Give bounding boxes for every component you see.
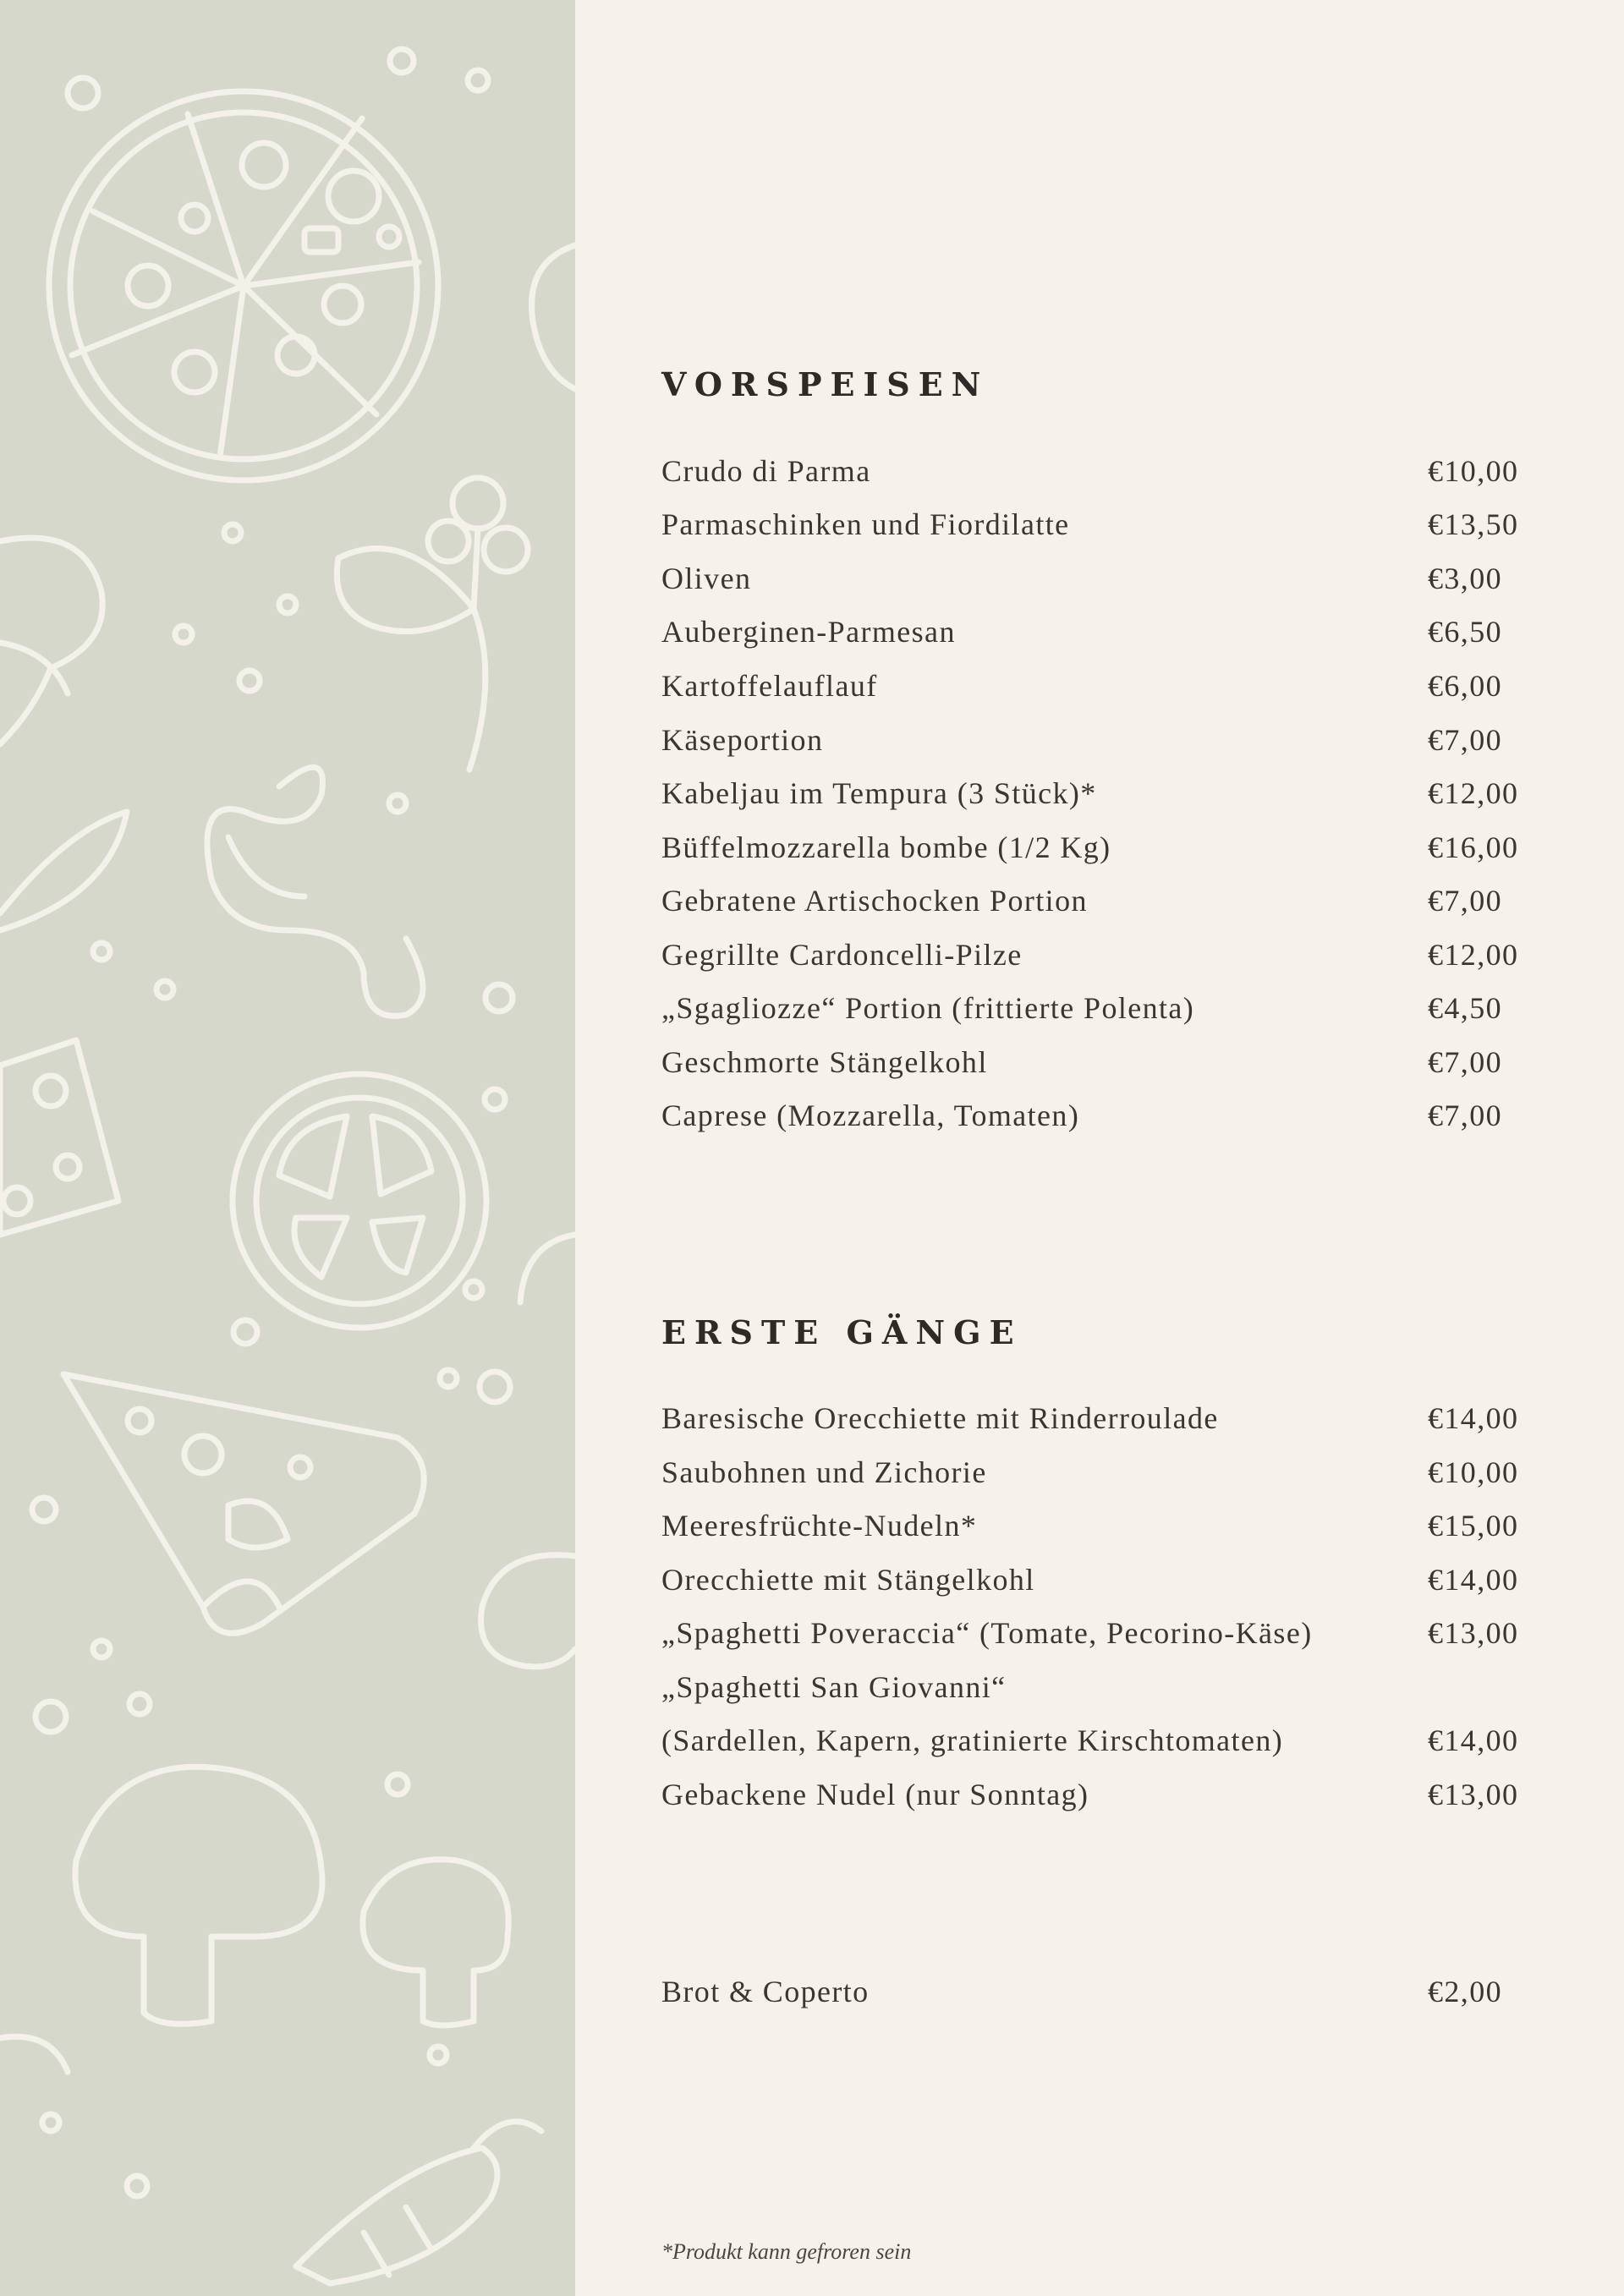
menu-item xyxy=(661,668,1516,719)
item-name: „Spaghetti Poveraccia“ (Tomate, Pecorino-Käse) xyxy=(661,1616,1313,1650)
menu-item xyxy=(661,937,1519,988)
item-name: Orecchiette mit Stängelkohl xyxy=(661,1563,1035,1597)
item-price: €14,00 xyxy=(1428,1723,1519,1757)
item-price: €7,00 xyxy=(1428,884,1502,918)
item-price: €14,00 xyxy=(1428,1401,1519,1435)
item-price: €7,00 xyxy=(1428,1045,1502,1079)
menu-item xyxy=(661,1508,1519,1559)
item-price: €15,00 xyxy=(1428,1509,1519,1543)
item-price: €14,00 xyxy=(1428,1563,1519,1597)
menu-item xyxy=(661,1777,1519,1827)
item-price: €7,00 xyxy=(1428,723,1502,757)
item-price: €10,00 xyxy=(1428,454,1519,488)
menu-item-extras xyxy=(661,1974,1516,2025)
menu-item xyxy=(661,1098,1516,1148)
item-name: Kabeljau im Tempura (3 Stück)* xyxy=(661,776,1097,810)
menu-item xyxy=(661,1044,1516,1095)
item-price: €7,00 xyxy=(1428,1099,1502,1132)
section-title-vorspeisen: VORSPEISEN xyxy=(661,365,990,403)
item-price: €6,00 xyxy=(1428,669,1502,703)
menu-item xyxy=(661,1455,1519,1505)
menu-item xyxy=(661,453,1519,504)
item-name: Gebackene Nudel (nur Sonntag) xyxy=(661,1778,1089,1811)
item-name: Geschmorte Stängelkohl xyxy=(661,1045,988,1079)
menu-item xyxy=(661,883,1516,934)
item-price: €13,00 xyxy=(1428,1616,1519,1650)
citrus-doodle-icon xyxy=(233,1074,486,1328)
item-price: €16,00 xyxy=(1428,830,1519,864)
basil-doodle-icon xyxy=(337,478,528,770)
menu-item xyxy=(661,1723,1519,1773)
item-name: Saubohnen und Zichorie xyxy=(661,1455,987,1489)
item-name: (Sardellen, Kapern, gratinierte Kirschtomaten) xyxy=(661,1723,1284,1757)
item-name: Gebratene Artischocken Portion xyxy=(661,884,1088,918)
menu-item xyxy=(661,1615,1519,1666)
item-price: €12,00 xyxy=(1428,776,1519,810)
footnote: *Produkt kann gefroren sein xyxy=(661,2239,912,2264)
item-price: €13,50 xyxy=(1428,507,1519,541)
item-name: Büffelmozzarella bombe (1/2 Kg) xyxy=(661,830,1111,864)
item-name: Baresische Orecchiette mit Rinderroulade xyxy=(661,1401,1219,1435)
menu-item xyxy=(661,1400,1519,1451)
item-name: Oliven xyxy=(661,562,752,595)
item-price: €13,00 xyxy=(1428,1778,1519,1811)
item-name: „Sgagliozze“ Portion (frittierte Polenta) xyxy=(661,991,1195,1025)
menu-item xyxy=(661,722,1516,773)
item-name: Crudo di Parma xyxy=(661,454,871,488)
menu-item xyxy=(661,507,1519,557)
section-title-erste-gaenge: ERSTE GÄNGE xyxy=(661,1313,1023,1351)
item-name: Parmaschinken und Fiordilatte xyxy=(661,507,1070,541)
pizza-slice-doodle-icon xyxy=(63,1374,424,1633)
item-price: €3,00 xyxy=(1428,562,1502,595)
item-name: Auberginen-Parmesan xyxy=(661,615,956,649)
item-price: €6,50 xyxy=(1428,615,1502,649)
menu-item xyxy=(661,1562,1519,1613)
menu-item xyxy=(661,614,1516,665)
item-name: Gegrillte Cardoncelli-Pilze xyxy=(661,938,1023,972)
cheese-doodle-icon xyxy=(0,1040,118,1235)
item-name: Käseportion xyxy=(661,723,824,757)
item-name: Meeresfrüchte-Nudeln* xyxy=(661,1509,978,1543)
menu-item xyxy=(661,1669,1516,1720)
item-price: €12,00 xyxy=(1428,938,1519,972)
decorative-sidebar xyxy=(0,0,575,2296)
item-price: €2,00 xyxy=(1428,1975,1502,2008)
item-price: €4,50 xyxy=(1428,991,1502,1025)
mushroom-doodle-icon xyxy=(75,1767,508,2025)
menu-item xyxy=(661,990,1516,1041)
item-name: Brot & Coperto xyxy=(661,1975,870,2008)
menu-item xyxy=(661,561,1516,611)
menu-item xyxy=(661,830,1519,880)
item-price: €10,00 xyxy=(1428,1455,1519,1489)
item-name: „Spaghetti San Giovanni“ xyxy=(661,1670,1007,1704)
item-name: Caprese (Mozzarella, Tomaten) xyxy=(661,1099,1080,1132)
menu-item xyxy=(661,775,1519,826)
item-name: Kartoffelauflauf xyxy=(661,669,878,703)
food-doodle-pattern xyxy=(0,0,575,2296)
pizza-doodle-icon xyxy=(49,91,438,480)
